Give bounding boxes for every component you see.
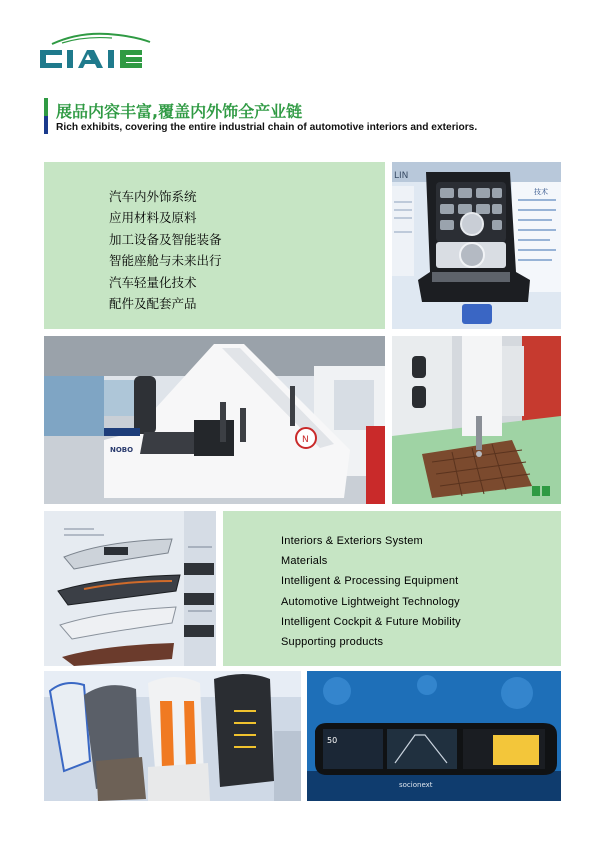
category-list-cn (109, 186, 222, 314)
category-item-cn: 汽车轻量化技术 (109, 274, 197, 290)
category-item-cn: 加工设备及智能装备 (109, 231, 222, 247)
photo-seat-exhibit (44, 336, 385, 504)
title-accent-bar (44, 98, 48, 134)
photo-door-trims (44, 511, 216, 666)
svg-text:N: N (302, 435, 309, 445)
category-item-en: Materials (281, 555, 328, 568)
category-item-en: Intelligent Cockpit & Future Mobility (281, 615, 461, 628)
category-item-cn: 汽车内外饰系统 (109, 189, 197, 204)
photo-console-controls (392, 162, 561, 329)
page-title-en: Rich exhibits, covering the entire industrial chain of automotive interiors and exteriors. (56, 122, 478, 133)
speed-readout: 50 (327, 736, 338, 745)
photo-cockpit-display (307, 671, 561, 801)
category-item-en: Automotive Lightweight Technology (281, 595, 460, 608)
console-sign-right: 技术 (534, 188, 548, 196)
category-list-en (281, 531, 461, 652)
category-item-en: Intelligent & Processing Equipment (281, 575, 459, 588)
category-item-cn: 应用材料及原料 (109, 210, 197, 226)
photo-sewing-machine (392, 336, 561, 504)
ciaie-logo (38, 30, 166, 74)
photo-seats (44, 671, 301, 801)
nobo-label: NOBO (110, 446, 134, 454)
category-item-cn: 配件及配套产品 (109, 296, 197, 312)
category-item-en: Interiors & Exteriors System (281, 535, 423, 547)
console-sign-left: LIN (394, 171, 409, 181)
page-title-cn: 展品内容丰富,覆盖内外饰全产业链 (56, 102, 303, 121)
socionext-label: socionext (399, 781, 433, 789)
category-item-cn: 智能座舱与未来出行 (109, 253, 222, 269)
category-item-en: Supporting products (281, 636, 384, 649)
